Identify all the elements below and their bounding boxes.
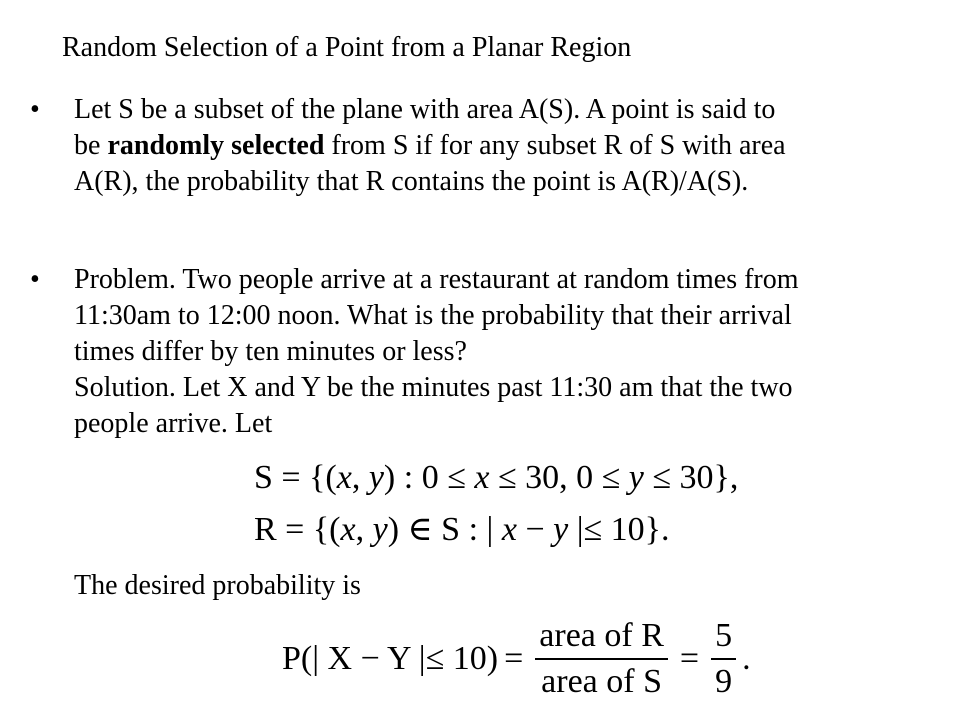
formula-r-part: ,: [355, 511, 373, 548]
definition-line-2-pre: be: [74, 130, 108, 161]
definition-line-2: [74, 128, 900, 164]
result-fraction: [711, 616, 736, 702]
bullet-definition: [30, 92, 900, 200]
bullet-definition-text: [74, 92, 900, 200]
bullet-marker: •: [30, 264, 40, 295]
problem-line-2: 11:30am to 12:00 noon. What is the probability that their arrival: [74, 300, 792, 331]
fraction-bar: [535, 658, 668, 660]
definition-line-2-post: from S if for any subset R of S with area: [324, 130, 786, 161]
problem-line-1: Problem. Two people arrive at a restaurant at random times from: [74, 264, 799, 295]
definition-line-3: A(R), the probability that R contains the point is A(R)/A(S).: [74, 166, 749, 197]
formula-s-part: ) : 0 ≤: [383, 459, 475, 496]
formula-r-var: y: [372, 511, 388, 548]
formula-r-part: −: [516, 511, 554, 548]
formula-r-var: x: [340, 511, 356, 548]
set-r-formula: [254, 510, 670, 550]
definition-line-1: Let S be a subset of the plane with area A(S). A point is said to: [74, 94, 776, 125]
definition-bold-term: randomly selected: [107, 130, 325, 161]
formula-r-part: R = {(: [254, 511, 341, 548]
formula-s-var: y: [368, 459, 384, 496]
formula-s-var: y: [628, 459, 644, 496]
area-fraction-numerator: area of R: [539, 617, 664, 654]
area-fraction: [535, 616, 668, 702]
bullet-problem-text: [74, 262, 900, 442]
result-numerator: 5: [715, 617, 733, 654]
formula-r-part: |≤ 10}.: [568, 511, 670, 548]
solution-line-1: Solution. Let X and Y be the minutes past 11:30 am that the two: [74, 372, 793, 403]
equation-period: .: [742, 640, 751, 677]
bullet-marker: •: [30, 94, 40, 125]
bullet-problem: [30, 262, 900, 442]
formula-s-var: x: [474, 459, 490, 496]
area-fraction-denominator: area of S: [541, 663, 662, 700]
formula-s-var: x: [336, 459, 352, 496]
formula-s-part: S = {(: [254, 459, 337, 496]
formula-s-part: ≤ 30, 0 ≤: [489, 459, 629, 496]
equals-sign: =: [679, 640, 700, 677]
probability-equation: [282, 614, 751, 704]
formula-r-var: y: [553, 511, 569, 548]
formula-r-var: x: [501, 511, 517, 548]
set-s-formula: [254, 458, 738, 498]
formula-s-part: ≤ 30},: [643, 459, 739, 496]
formula-s-part: ,: [351, 459, 369, 496]
desired-probability-text: The desired probability is: [74, 570, 361, 601]
slide-title: Random Selection of a Point from a Planar Region: [62, 32, 632, 63]
result-denominator: 9: [715, 663, 733, 700]
probability-lhs: P(| X − Y |≤ 10): [282, 640, 499, 677]
problem-line-3: times differ by ten minutes or less?: [74, 336, 467, 367]
equals-sign: =: [504, 640, 524, 677]
fraction-bar: [711, 658, 736, 660]
formula-r-part: ) ∈ S : |: [387, 511, 502, 548]
solution-line-2: people arrive. Let: [74, 408, 273, 439]
